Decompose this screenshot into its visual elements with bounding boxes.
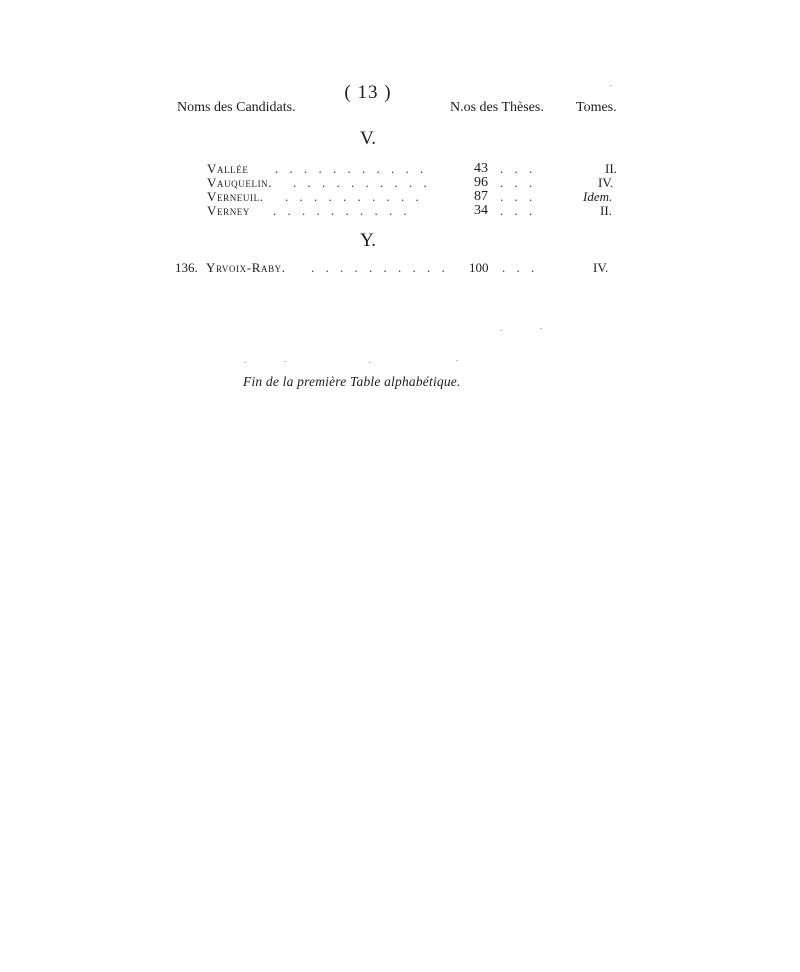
column-header-names: Noms des Candidats. (177, 100, 296, 115)
candidate-name: Verney (207, 203, 250, 218)
tome-value: II. (605, 161, 617, 176)
leader-dots: . . . (500, 203, 537, 218)
column-header-theses: N.os des Thèses. (450, 100, 544, 115)
list-item (207, 189, 622, 204)
section-letter-y: Y. (359, 230, 377, 251)
leader-dots: . . . (500, 189, 537, 204)
candidate-name: Vallée (207, 161, 249, 176)
thesis-number: 87 (474, 189, 488, 204)
leader-dots: . . . (500, 175, 537, 190)
tome-value: II. (600, 203, 612, 218)
leader-dots: . . . . . . . . . . (285, 189, 423, 204)
thesis-number: 100 (469, 260, 489, 275)
entry-number: 136. (175, 260, 198, 275)
thesis-number: 34 (474, 203, 488, 218)
leader-dots: . . . . . . . . . . (273, 203, 411, 218)
closing-note: Fin de la première Table alphabétique. (243, 374, 461, 389)
page-number: ( 13 ) (344, 82, 392, 103)
leader-dots: . . . . . . . . . . . (275, 161, 428, 176)
section-letter-v: V. (359, 128, 377, 149)
tome-value: IV. (598, 175, 614, 190)
candidate-name: Yrvoix-Raby. (206, 260, 286, 275)
tome-value: IV. (593, 260, 609, 275)
list-item (207, 175, 622, 190)
thesis-number: 96 (474, 175, 488, 190)
leader-dots: . . . (500, 161, 537, 176)
column-header-tomes: Tomes. (576, 100, 617, 115)
thesis-number: 43 (474, 161, 488, 176)
leader-dots: . . . . . . . . . . (293, 175, 431, 190)
list-item (207, 161, 622, 176)
candidate-name: Verneuil. (207, 189, 264, 204)
leader-dots: . . . (502, 260, 539, 275)
tome-value: Idem. (583, 189, 613, 204)
candidate-name: Vauquelin. (207, 175, 273, 190)
leader-dots: . . . . . . . . . . (311, 260, 449, 275)
list-item (207, 203, 622, 218)
list-item (175, 260, 622, 275)
